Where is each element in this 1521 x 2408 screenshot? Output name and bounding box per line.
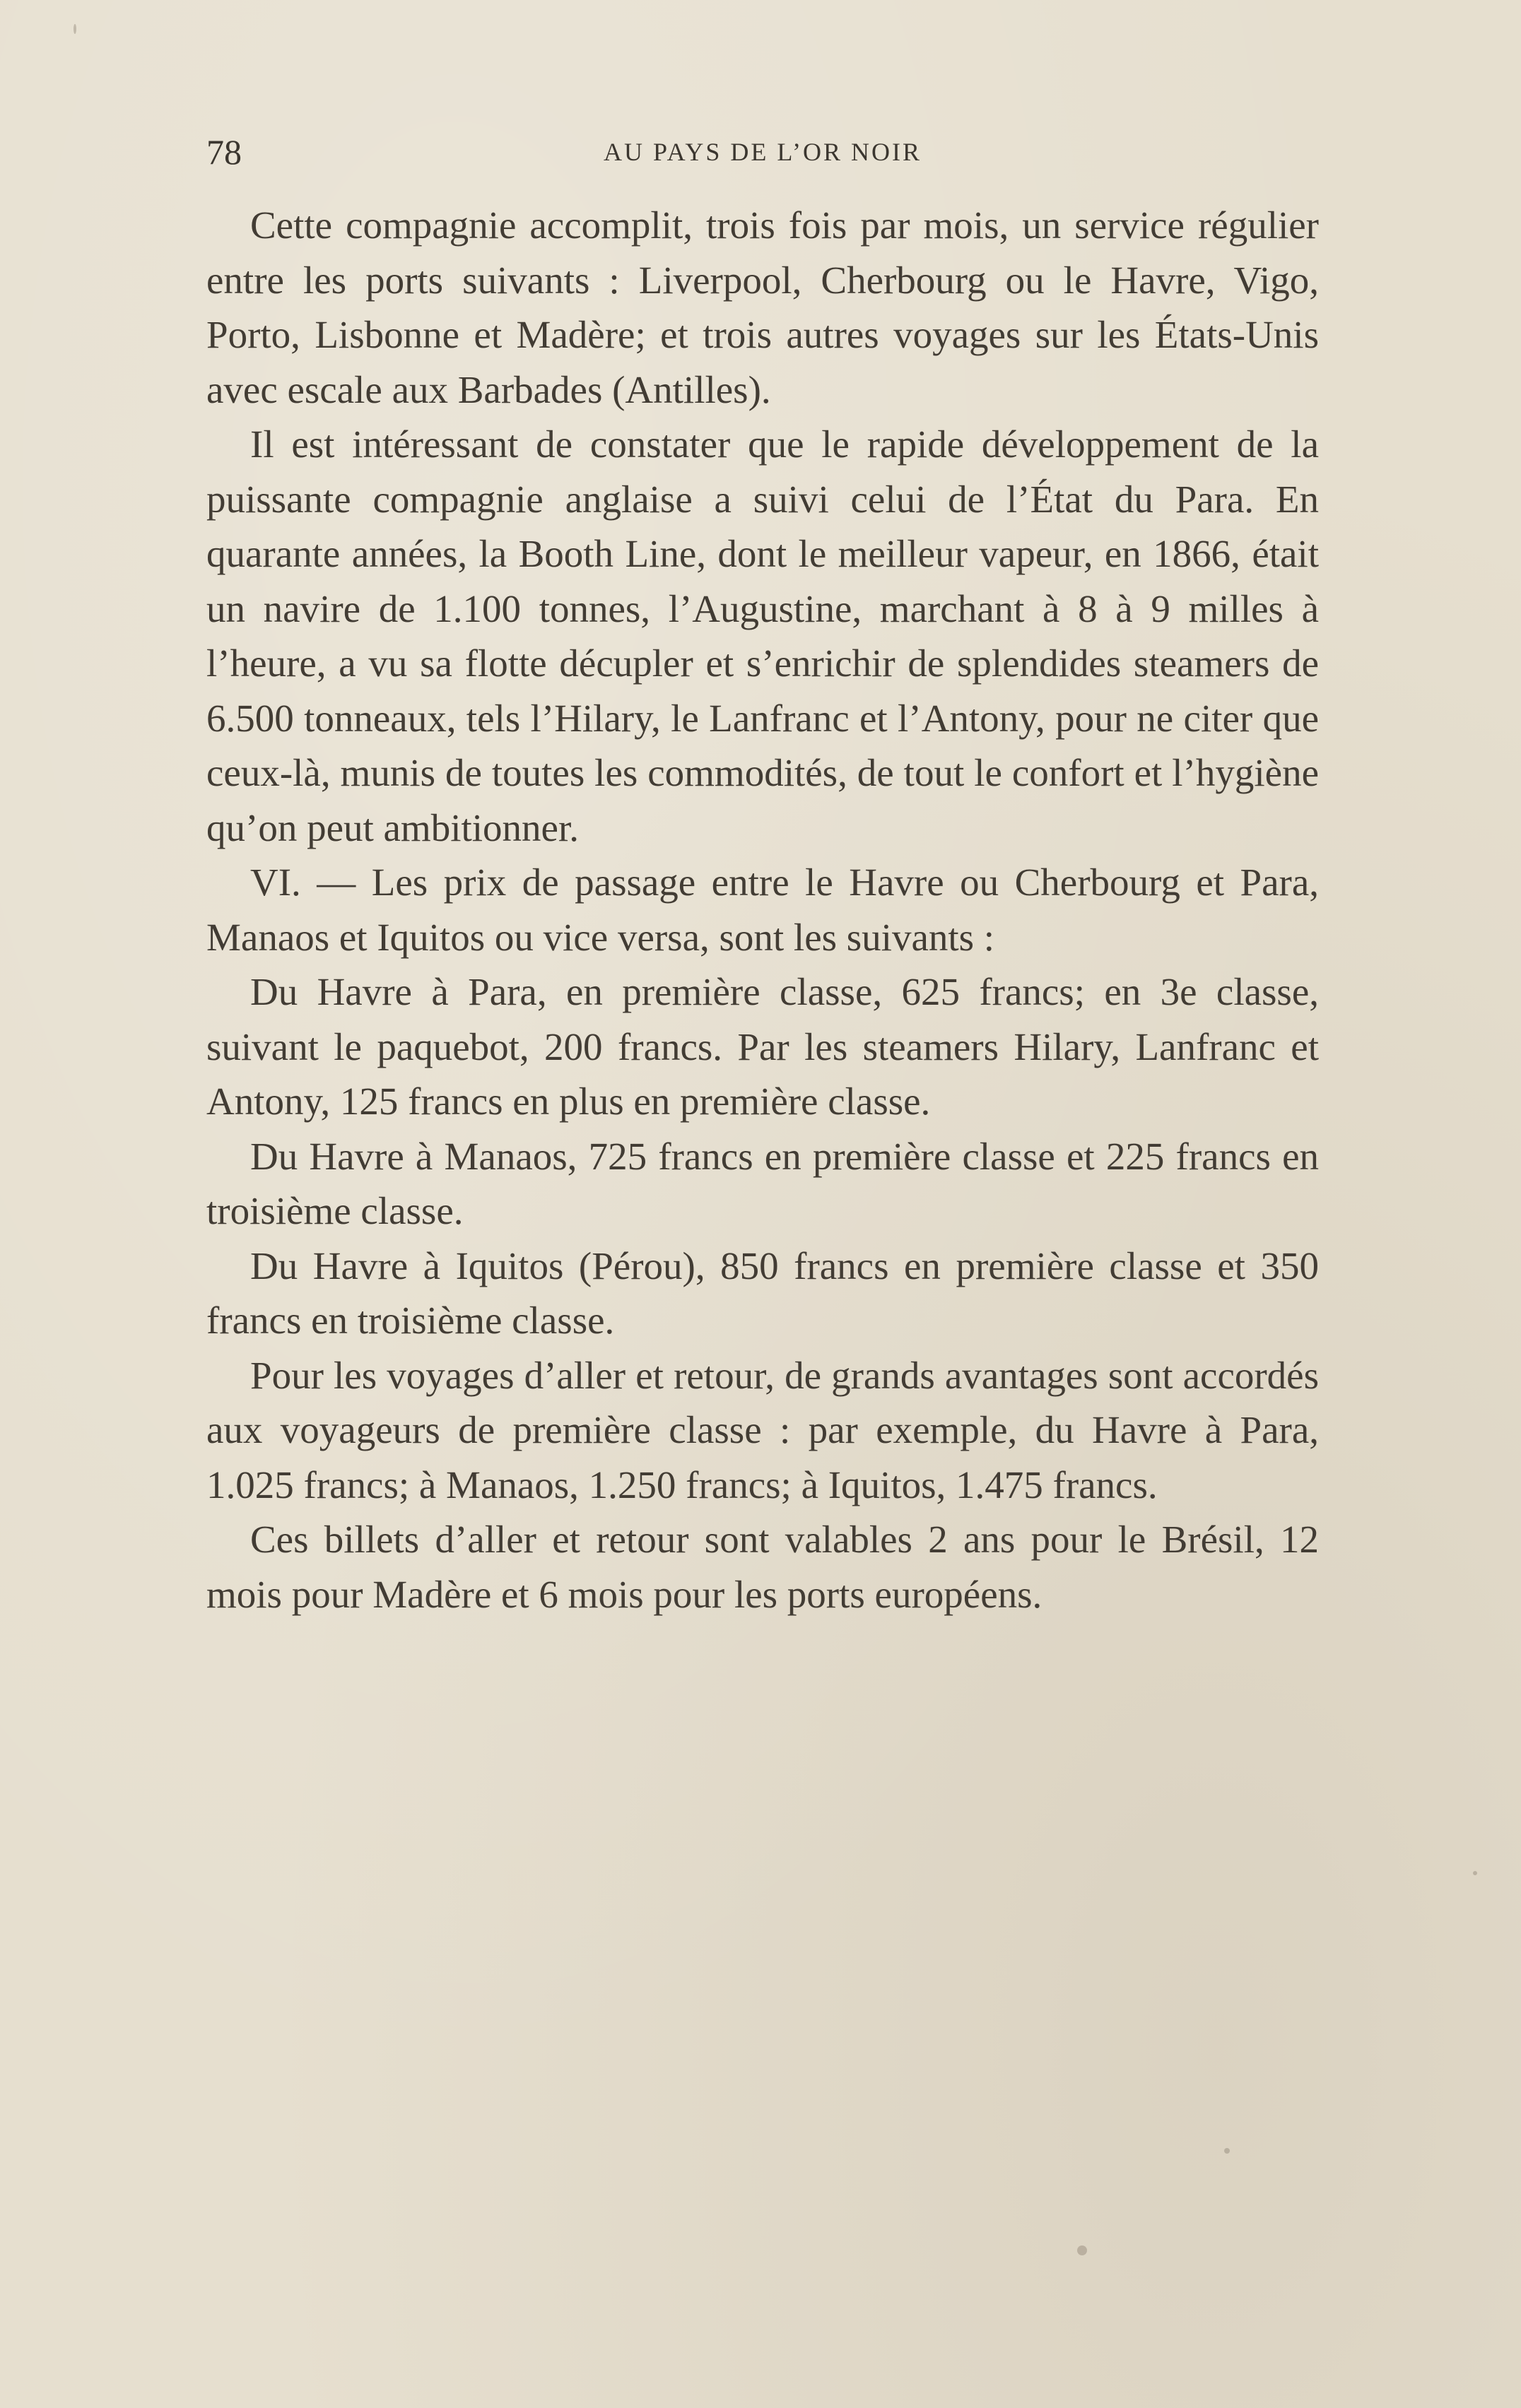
paragraph: Pour les voyages d’aller et retour, de grands avantages sont accordés aux voyageurs de première classe : par exemple, du Havre à Para, 1.025 francs; à Manaos, 1.250 francs; à Iquitos, 1.475 francs. (206, 1353, 1319, 1506)
paragraph: Du Havre à Para, en première classe, 625 francs; en 3e classe, suivant le paquebot, 200 francs. Par les steamers Hilary, Lanfranc et Antony, 125 francs en plus en première classe. (206, 970, 1319, 1123)
paper-speck (1077, 2245, 1087, 2255)
paper-speck (1224, 2148, 1230, 2154)
paragraph: VI. — Les prix de passage entre le Havre ou Cherbourg et Para, Manaos et Iquitos ou vice versa, sont les suivants : (206, 861, 1319, 959)
paragraph: Il est intéressant de constater que le rapide développement de la puissante compagnie anglaise a suivi celui de l’État du Para. En quarante années, la Booth Line, dont le meilleur vapeur, en 1866, était un navire de 1.100 tonnes, l’Augustine, marchant à 8 à 9 milles à l’heure, a vu sa flotte décupler et s’enrichir de splendides steamers de 6.500 tonneaux, tels l’Hilary, le Lanfranc et l’Antony, pour ne citer que ceux-là, munis de toutes les commodités, de tout le confort et l’hygiène qu’on peut ambitionner. (206, 423, 1319, 849)
paper-speck (74, 24, 76, 34)
body-text (206, 198, 1319, 1622)
running-title: AU PAYS DE L’OR NOIR (603, 138, 922, 166)
paragraph: Du Havre à Manaos, 725 francs en première classe et 225 francs en troisième classe. (206, 1134, 1319, 1232)
paragraph: Du Havre à Iquitos (Pérou), 850 francs en première classe et 350 francs en troisième classe. (206, 1244, 1319, 1342)
page-header (206, 131, 1319, 174)
paragraph: Ces billets d’aller et retour sont valables 2 ans pour le Brésil, 12 mois pour Madère et 6 mois pour les ports européens. (206, 1518, 1319, 1616)
paragraph: Cette compagnie accomplit, trois fois par mois, un service régulier entre les ports suivants : Liverpool, Cherbourg ou le Havre, Vigo, Porto, Lisbonne et Madère; et trois autres voyages sur les États-Unis avec escale aux Barbades (Antilles). (206, 203, 1319, 411)
page-number: 78 (206, 132, 242, 172)
paper-speck (1473, 1871, 1477, 1875)
